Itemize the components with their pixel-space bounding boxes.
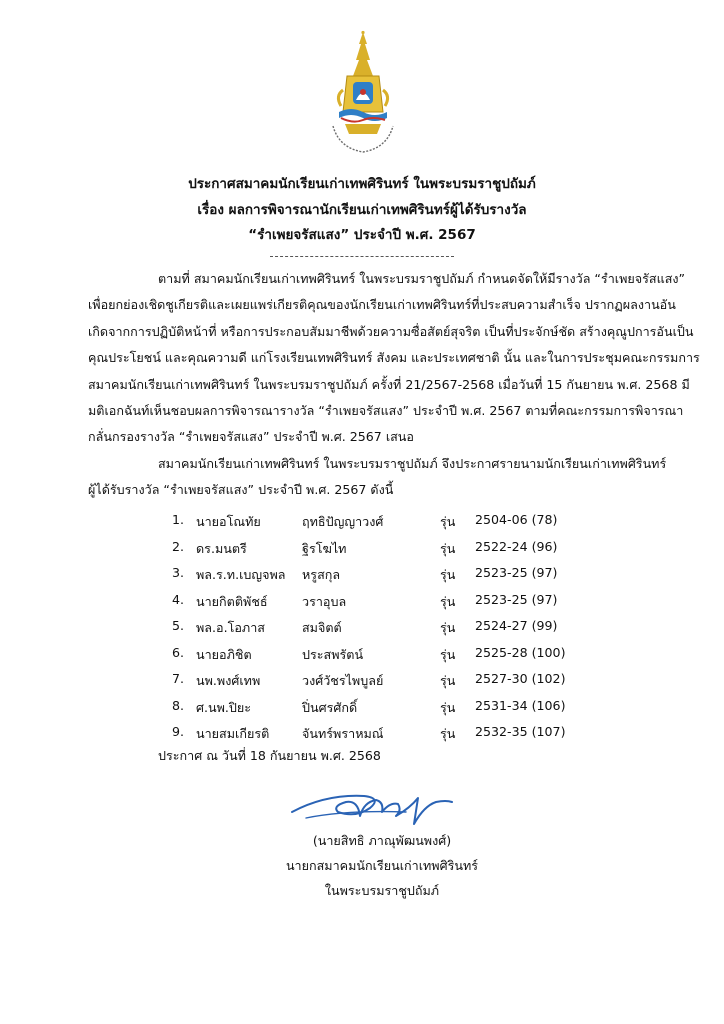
awardee-first-name: ดร.มนตรี — [196, 540, 247, 556]
awardee-generation: 2527-30 (102) — [475, 671, 566, 686]
title-divider — [270, 256, 454, 257]
awardee-last-name: ฤทธิปัญญาวงศ์ — [302, 514, 384, 529]
awardee-generation: 2523-25 (97) — [475, 565, 558, 580]
awardee-last-name: หรูสกุล — [302, 567, 341, 582]
awardee-generation: 2532-35 (107) — [475, 724, 566, 739]
awardee-first-name: นายสมเกียรติ — [196, 726, 270, 741]
paragraph-line: เพื่อยกย่องเชิดชูเกียรติและเผยแพร่เกียรติคุณของนักเรียนเก่าเทพศิรินทร์ที่ประสบความสำเร็จ ปรากฏผลงานอัน — [88, 297, 676, 313]
generation-label: รุ่น — [440, 514, 456, 529]
paragraph-line: ตามที่ สมาคมนักเรียนเก่าเทพศิรินทร์ ในพระบรมราชูปถัมภ์ กำหนดจัดให้มีรางวัล “รำเพยจรัสแสง” — [158, 271, 686, 286]
document-title-line-2: เรื่อง ผลการพิจารณานักเรียนเก่าเทพศิรินทร์ผู้ได้รับรางวัล — [197, 202, 527, 218]
paragraph-line: คุณประโยชน์ และคุณความดี แก่โรงเรียนเทพศิรินทร์ สังคม และประเทศชาติ นั้น และในการประชุมคณะกรรมการ — [88, 350, 700, 366]
generation-label: รุ่น — [440, 620, 456, 635]
association-seal-logo — [325, 30, 401, 156]
handwritten-signature — [286, 772, 458, 828]
awardee-last-name: ฐิรโฆไท — [302, 540, 347, 556]
awardee-last-name: ปิ่นศรศักดิ์ — [302, 699, 358, 715]
awardee-last-name: สมจิตต์ — [302, 620, 342, 635]
generation-label: รุ่น — [440, 593, 456, 609]
list-item — [0, 592, 724, 619]
awardee-number: 2. — [171, 538, 184, 554]
announcement-date: ประกาศ ณ วันที่ 18 กันยายน พ.ศ. 2568 — [158, 748, 381, 763]
awardee-first-name: ศ.นพ.ปิยะ — [196, 699, 252, 715]
awardee-first-name: นายอภิชิต — [196, 646, 252, 662]
list-item — [0, 565, 724, 592]
awardee-first-name: พล.อ.โอภาส — [196, 620, 265, 635]
paragraph-line: เกิดจากการปฏิบัติหน้าที่ หรือการประกอบสัมมาชีพด้วยความซื่อสัตย์สุจริต เป็นที่ประจักษ์ชัด สร้างคุณูปการอันเป็น — [88, 323, 694, 339]
awardee-last-name: ประสพรัตน์ — [302, 646, 364, 662]
awardee-generation: 2522-24 (96) — [475, 538, 558, 554]
awardee-generation: 2524-27 (99) — [475, 618, 558, 633]
awardee-number: 8. — [171, 697, 184, 713]
list-item — [0, 618, 724, 645]
paragraph-line: กลั่นกรองรางวัล “รำเพยจรัสแสง” ประจำปี พ.ศ. 2567 เสนอ — [88, 429, 414, 445]
paragraph-line: มติเอกฉันท์เห็นชอบผลการพิจารณารางวัล “รำเพยจรัสแสง” ประจำปี พ.ศ. 2567 ตามที่คณะกรรมการพิจารณา — [88, 402, 684, 418]
awardee-number: 7. — [171, 671, 184, 686]
awardee-generation: 2531-34 (106) — [475, 697, 566, 713]
awardee-generation: 2523-25 (97) — [475, 591, 558, 607]
awardee-generation: 2525-28 (100) — [475, 644, 566, 660]
generation-label: รุ่น — [440, 646, 456, 662]
awardee-last-name: วงศ์วัชรไพบูลย์ — [302, 673, 384, 688]
awardee-first-name: พล.ร.ท.เบญจพล — [196, 567, 286, 582]
list-item — [0, 645, 724, 672]
awardee-number: 4. — [171, 591, 184, 607]
awardee-number: 3. — [171, 565, 184, 580]
awardee-number: 1. — [171, 512, 184, 527]
list-item — [0, 698, 724, 725]
awardee-first-name: นายกิตติพัชธ์ — [196, 593, 268, 609]
paragraph-line: สมาคมนักเรียนเก่าเทพศิรินทร์ ในพระบรมราชูปถัมภ์ ครั้งที่ 21/2567-2568 เมื่อวันที่ 15 กันยายน พ.ศ. 2568 มี — [88, 376, 690, 392]
document-title-line-1: ประกาศสมาคมนักเรียนเก่าเทพศิรินทร์ ในพระบรมราชูปถัมภ์ — [188, 176, 536, 192]
awardee-last-name: จันทร์พราหมณ์ — [302, 726, 384, 741]
awardee-last-name: วราอุบล — [302, 593, 347, 609]
body-paragraph-2 — [88, 451, 667, 504]
awardee-first-name: นายอโณทัย — [196, 514, 261, 529]
paragraph-line: สมาคมนักเรียนเก่าเทพศิรินทร์ ในพระบรมราชูปถัมภ์ จึงประกาศรายนามนักเรียนเก่าเทพศิรินทร์ — [158, 456, 667, 471]
list-item — [0, 671, 724, 698]
signer-title-line-1: นายกสมาคมนักเรียนเก่าเทพศิรินทร์ — [285, 858, 479, 873]
generation-label: รุ่น — [440, 726, 456, 741]
awardee-number: 6. — [171, 644, 184, 660]
generation-label: รุ่น — [440, 699, 456, 715]
awardee-generation: 2504-06 (78) — [475, 512, 558, 527]
generation-label: รุ่น — [440, 673, 456, 688]
list-item — [0, 512, 724, 539]
signer-name: (นายสิทธิ ภาณุพัฒนพงศ์) — [312, 833, 452, 848]
awardee-list — [0, 512, 724, 751]
body-paragraph-1 — [88, 266, 700, 451]
generation-label: รุ่น — [440, 567, 456, 582]
generation-label: รุ่น — [440, 540, 456, 556]
document-title-line-3: “รำเพยจรัสแสง” ประจำปี พ.ศ. 2567 — [248, 227, 476, 243]
signer-title-line-2: ในพระบรมราชูปถัมภ์ — [324, 883, 440, 898]
awardee-number: 9. — [171, 724, 184, 739]
awardee-number: 5. — [171, 618, 184, 633]
paragraph-line: ผู้ได้รับรางวัล “รำเพยจรัสแสง” ประจำปี พ.ศ. 2567 ดังนี้ — [88, 482, 394, 498]
awardee-first-name: นพ.พงศ์เทพ — [196, 673, 261, 688]
list-item — [0, 539, 724, 566]
